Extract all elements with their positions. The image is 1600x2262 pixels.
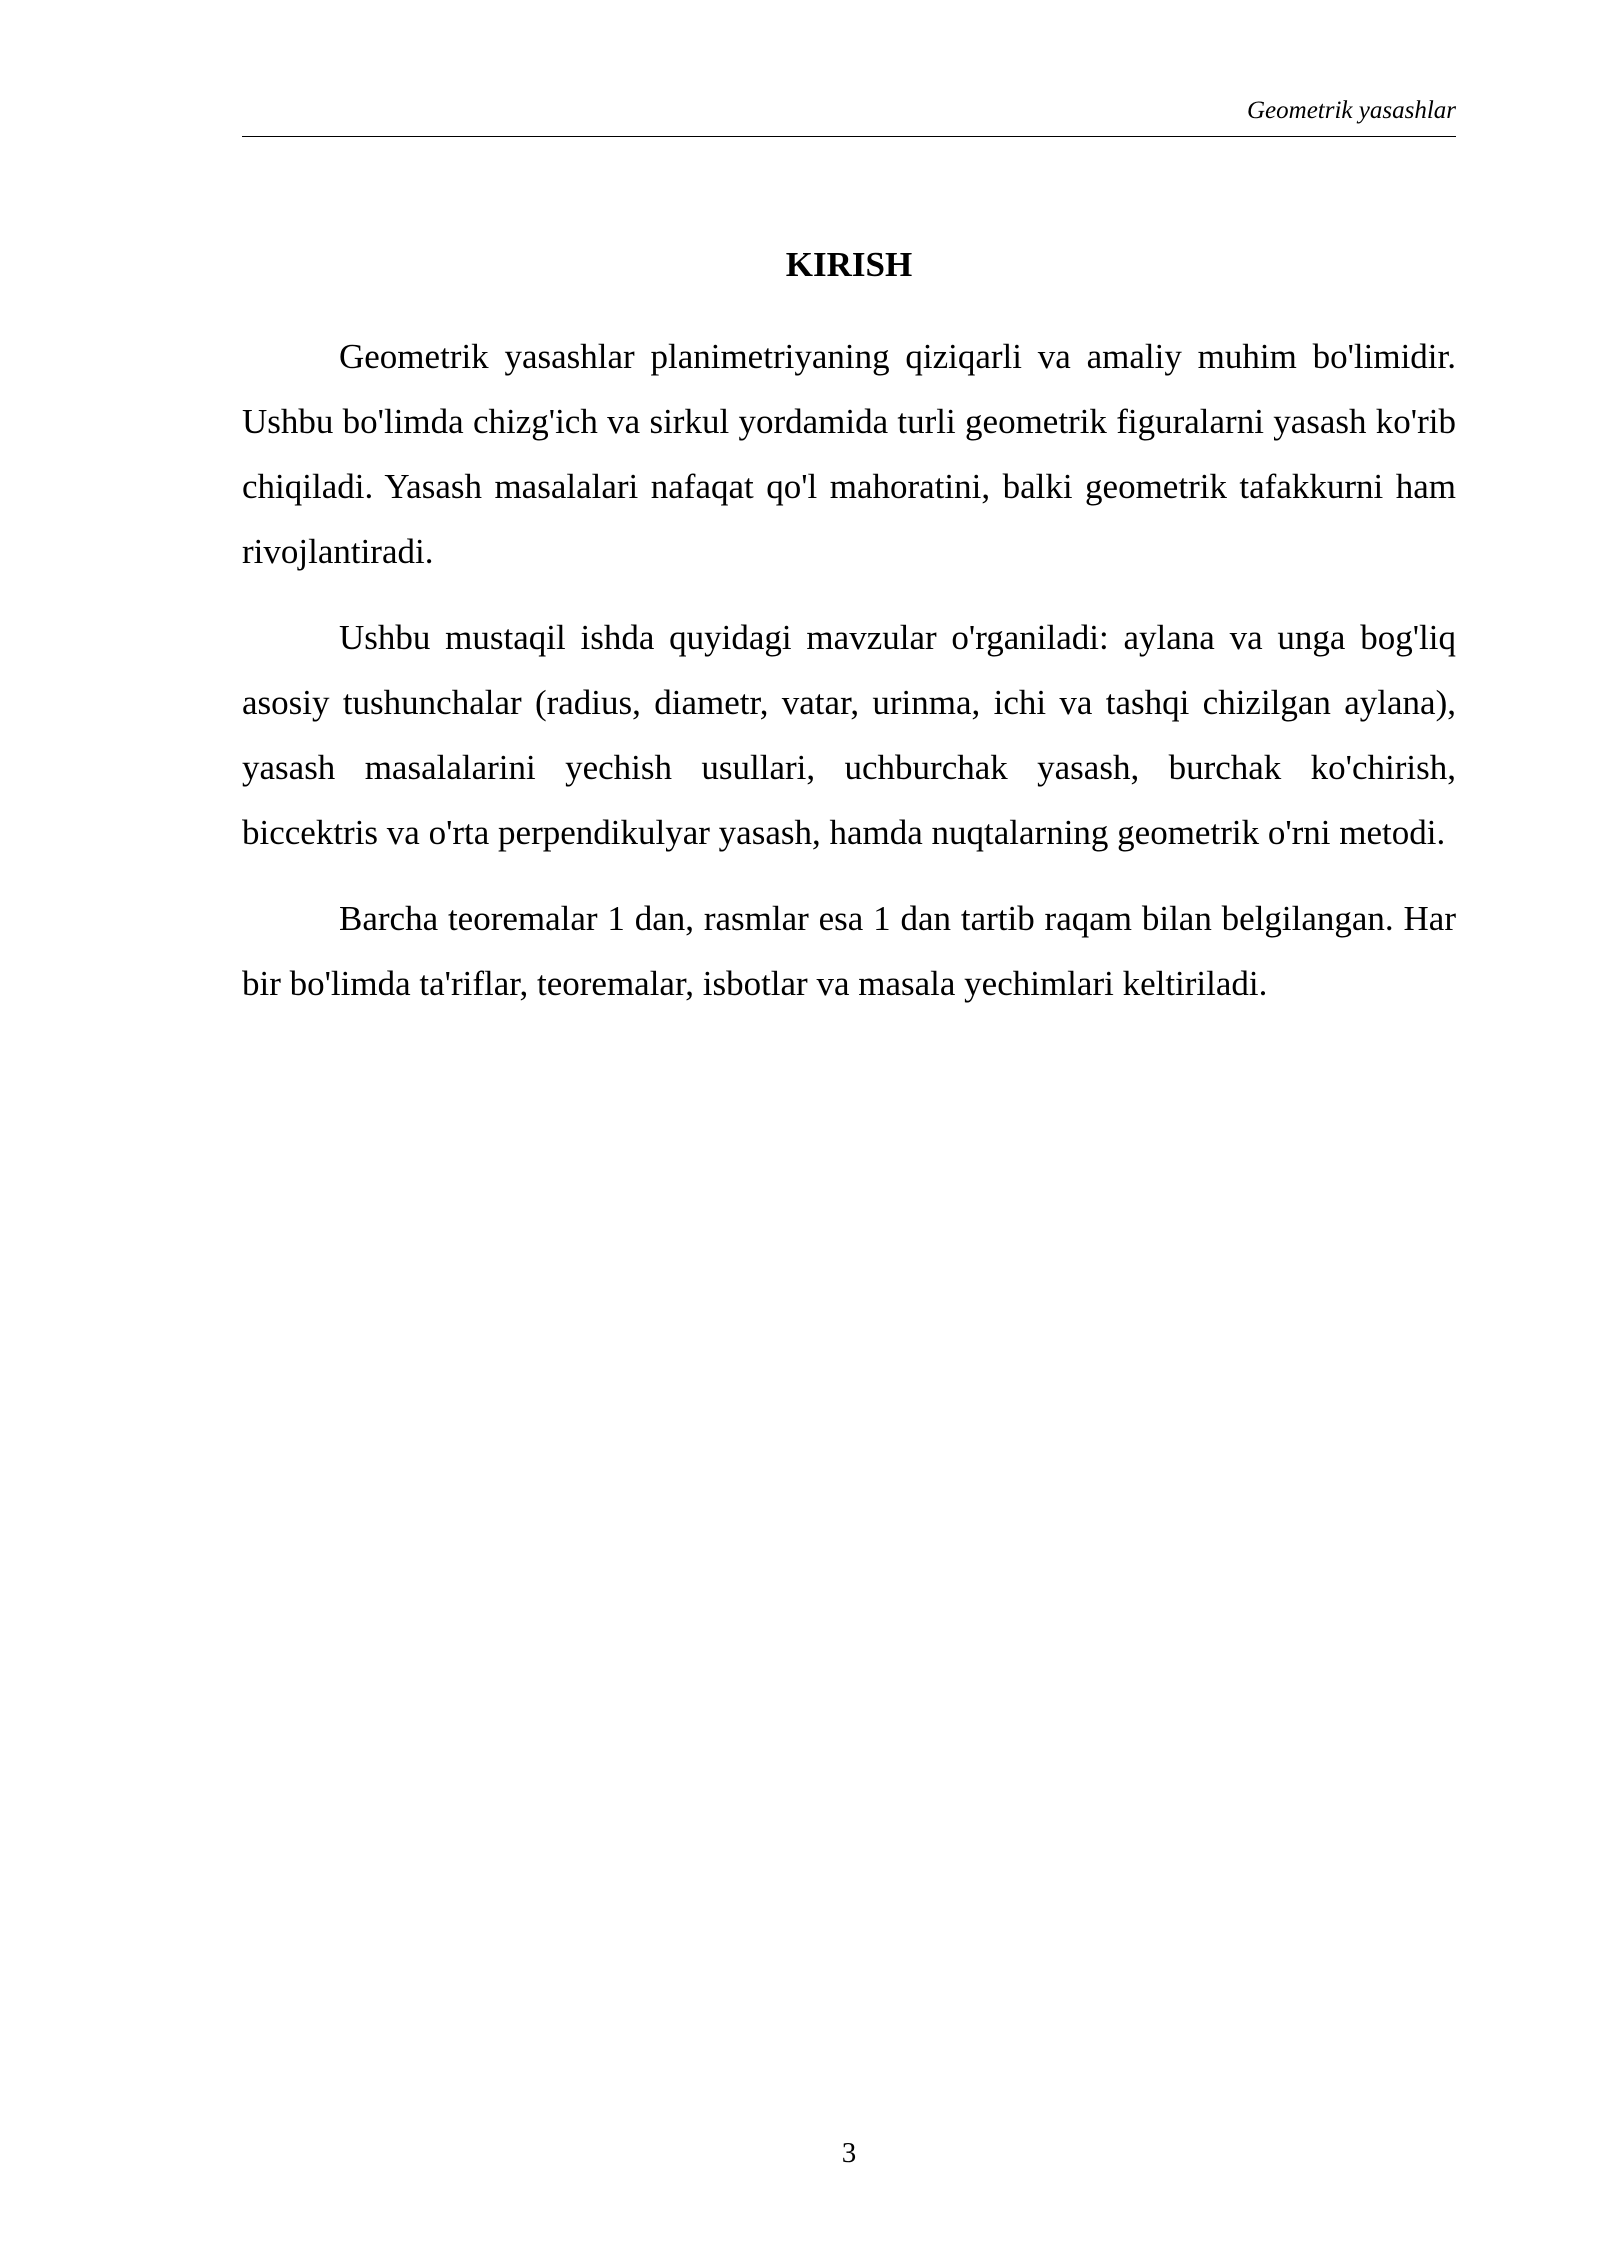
body-paragraph-3: Barcha teoremalar 1 dan, rasmlar esa 1 dan tartib raqam bilan belgilangan. Har bir bo'limda ta'riflar, teoremalar, isbotlar va masala yechimlari keltiriladi. <box>242 899 1456 1003</box>
page-number: 3 <box>841 2137 857 2169</box>
document-body <box>242 240 1456 1037</box>
body-paragraph-2: Ushbu mustaqil ishda quyidagi mavzular o'rganiladi: aylana va unga bog'liq asosiy tushunchalar (radius, diametr, vatar, urinma, ichi va tashqi chizilgan aylana), yasash masalalarini yechish usullari, uchburchak yasash, burchak ko'chirish, biccektris va o'rta perpendikulyar yasash, hamda nuqtalarning geometrik o'rni metodi. <box>242 618 1456 852</box>
body-paragraph-1: Geometrik yasashlar planimetriyaning qiziqarli va amaliy muhim bo'limidir. Ushbu bo'limda chizg'ich va sirkul yordamida turli geometrik figuralarni yasash ko'rib chiqiladi. Yasash masalalari nafaqat qo'l mahoratini, balki geometrik tafakkurni ham rivojlantiradi. <box>242 337 1456 571</box>
running-header: Geometrik yasashlar <box>1247 97 1456 124</box>
section-title: KIRISH <box>785 245 913 284</box>
header-rule <box>242 136 1456 137</box>
